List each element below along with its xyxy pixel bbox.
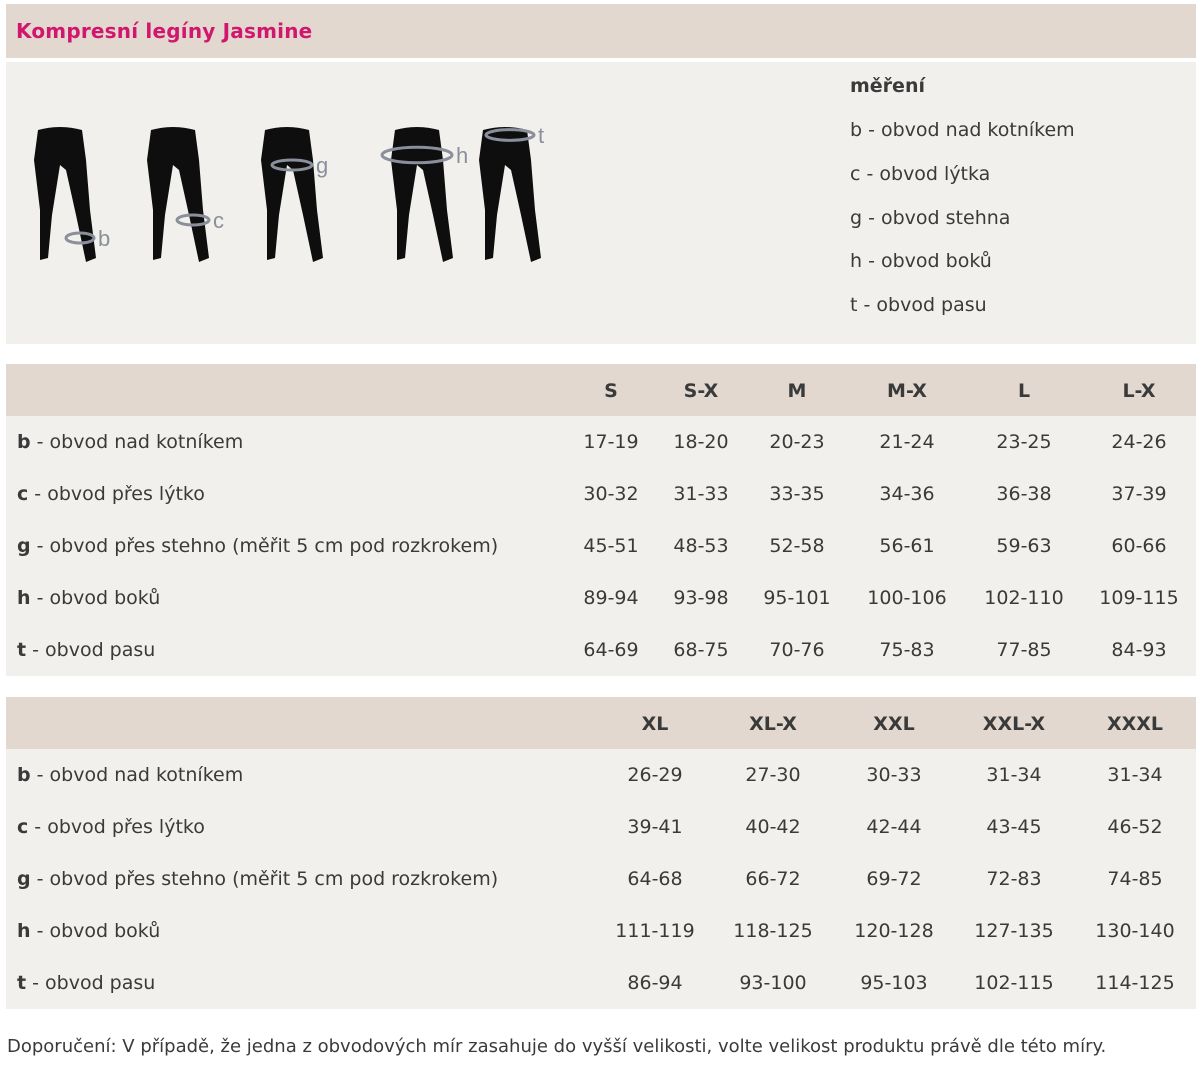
size-table-1-row-label: b - obvod nad kotníkem — [17, 431, 244, 453]
legend-item-c: c - obvod lýtka — [850, 163, 991, 185]
measurement-letter-t: t — [538, 123, 545, 148]
size-table-2-cell: 93-100 — [739, 972, 807, 994]
recommendation-note: Doporučení: V případě, že jedna z obvodových mír zasahuje do vyšší velikosti, volte velikost produktu právě dle této míry. — [7, 1036, 1107, 1057]
size-table-2-cell: 72-83 — [986, 868, 1042, 890]
size-table-2-row-label: t - obvod pasu — [17, 972, 156, 994]
size-table-2-cell: 39-41 — [627, 816, 683, 838]
legend-item-t: t - obvod pasu — [850, 294, 987, 316]
size-table-2-cell: 120-128 — [854, 920, 934, 942]
size-table-1-cell: 93-98 — [673, 587, 729, 609]
size-table-2-cell: 43-45 — [986, 816, 1042, 838]
size-table-2-cell: 111-119 — [615, 920, 695, 942]
size-table-1-cell: 56-61 — [879, 535, 935, 557]
size-table-2-row-label: c - obvod přes lýtko — [17, 816, 205, 838]
size-table-1-col-header: L — [1017, 380, 1031, 402]
size-table-2-col-header: XXL-X — [982, 713, 1046, 735]
leggings-figure-t — [470, 120, 580, 270]
legend-item-g: g - obvod stehna — [850, 207, 1011, 229]
size-table-2-cell: 86-94 — [627, 972, 683, 994]
legend-item-b: b - obvod nad kotníkem — [850, 119, 1075, 141]
size-table-1-cell: 17-19 — [583, 431, 639, 453]
size-table-1-row-label: h - obvod boků — [17, 587, 161, 609]
size-table-2-cell: 130-140 — [1095, 920, 1175, 942]
size-table-2-cell: 95-103 — [860, 972, 928, 994]
size-table-2-cell: 31-34 — [1107, 764, 1163, 786]
legend-heading: měření — [850, 75, 925, 97]
leggings-figure-b — [25, 120, 135, 270]
size-table-1-cell: 109-115 — [1099, 587, 1179, 609]
size-table-1-cell: 64-69 — [583, 639, 639, 661]
size-table-2-cell: 102-115 — [974, 972, 1054, 994]
size-table-1-cell: 21-24 — [879, 431, 935, 453]
size-table-2-cell: 31-34 — [986, 764, 1042, 786]
size-table-2-col-header: XL — [641, 713, 669, 735]
size-table-1-cell: 52-58 — [769, 535, 825, 557]
size-table-1-cell: 20-23 — [769, 431, 825, 453]
size-table-1-cell: 23-25 — [996, 431, 1052, 453]
measurement-letter-c: c — [213, 208, 224, 233]
size-table-1-row-label: t - obvod pasu — [17, 639, 156, 661]
size-table-2-cell: 69-72 — [866, 868, 922, 890]
size-table-2-cell: 30-33 — [866, 764, 922, 786]
leggings-figure-h — [362, 120, 472, 270]
size-table-2-cell: 74-85 — [1107, 868, 1163, 890]
measurement-letter-g: g — [316, 153, 329, 178]
size-table-1-col-header: L-X — [1122, 380, 1156, 402]
size-table-1-row-label: g - obvod přes stehno (měřit 5 cm pod rozkrokem) — [17, 535, 499, 557]
size-table-1-col-header: M-X — [887, 380, 927, 402]
size-table-2-cell: 127-135 — [974, 920, 1054, 942]
size-table-1-cell: 31-33 — [673, 483, 729, 505]
size-table-1-row-label: c - obvod přes lýtko — [17, 483, 205, 505]
size-table-2-row-label: g - obvod přes stehno (měřit 5 cm pod rozkrokem) — [17, 868, 499, 890]
size-table-1-cell: 33-35 — [769, 483, 825, 505]
size-table-1-cell: 59-63 — [996, 535, 1052, 557]
size-table-2-cell: 27-30 — [745, 764, 801, 786]
size-table-1-cell: 30-32 — [583, 483, 639, 505]
size-table-2-col-header: XXL — [873, 713, 915, 735]
size-table-1-cell: 34-36 — [879, 483, 935, 505]
size-table-1-cell: 18-20 — [673, 431, 729, 453]
size-table-1-cell: 45-51 — [583, 535, 639, 557]
leggings-figure-g — [252, 120, 362, 270]
size-table-1-cell: 60-66 — [1111, 535, 1167, 557]
size-table-1-cell: 24-26 — [1111, 431, 1167, 453]
size-table-1-cell: 48-53 — [673, 535, 729, 557]
size-table-2-cell: 114-125 — [1095, 972, 1175, 994]
size-table-2-cell: 26-29 — [627, 764, 683, 786]
size-table-2-cell: 64-68 — [627, 868, 683, 890]
size-table-2-cell: 118-125 — [733, 920, 813, 942]
size-table-2-cell: 66-72 — [745, 868, 801, 890]
page-title: Kompresní legíny Jasmine — [16, 19, 313, 43]
legend-item-h: h - obvod boků — [850, 250, 992, 272]
size-table-1-cell: 95-101 — [763, 587, 831, 609]
measurement-letter-h: h — [456, 143, 469, 168]
size-table-2-col-header: XXXL — [1106, 713, 1164, 735]
size-table-2-row-label: h - obvod boků — [17, 920, 161, 942]
size-table-1-cell: 75-83 — [879, 639, 935, 661]
size-table-1-cell: 68-75 — [673, 639, 729, 661]
size-table-1-col-header: S-X — [683, 380, 719, 402]
size-table-2-cell: 42-44 — [866, 816, 922, 838]
size-table-2-cell: 46-52 — [1107, 816, 1163, 838]
size-table-2-cell: 40-42 — [745, 816, 801, 838]
size-table-1-cell: 84-93 — [1111, 639, 1167, 661]
size-table-1-cell: 70-76 — [769, 639, 825, 661]
size-table-1-cell: 36-38 — [996, 483, 1052, 505]
leggings-figure-c — [138, 120, 248, 270]
size-table-1-col-header: M — [787, 380, 807, 402]
size-table-1-cell: 100-106 — [867, 587, 947, 609]
measurement-letter-b: b — [98, 226, 111, 251]
size-table-1-col-header: S — [604, 380, 618, 402]
size-table-2-row-label: b - obvod nad kotníkem — [17, 764, 244, 786]
size-table-1-cell: 37-39 — [1111, 483, 1167, 505]
size-table-1-cell: 89-94 — [583, 587, 639, 609]
size-table-1-cell: 102-110 — [984, 587, 1064, 609]
size-table-1-cell: 77-85 — [996, 639, 1052, 661]
size-table-2-col-header: XL-X — [749, 713, 797, 735]
